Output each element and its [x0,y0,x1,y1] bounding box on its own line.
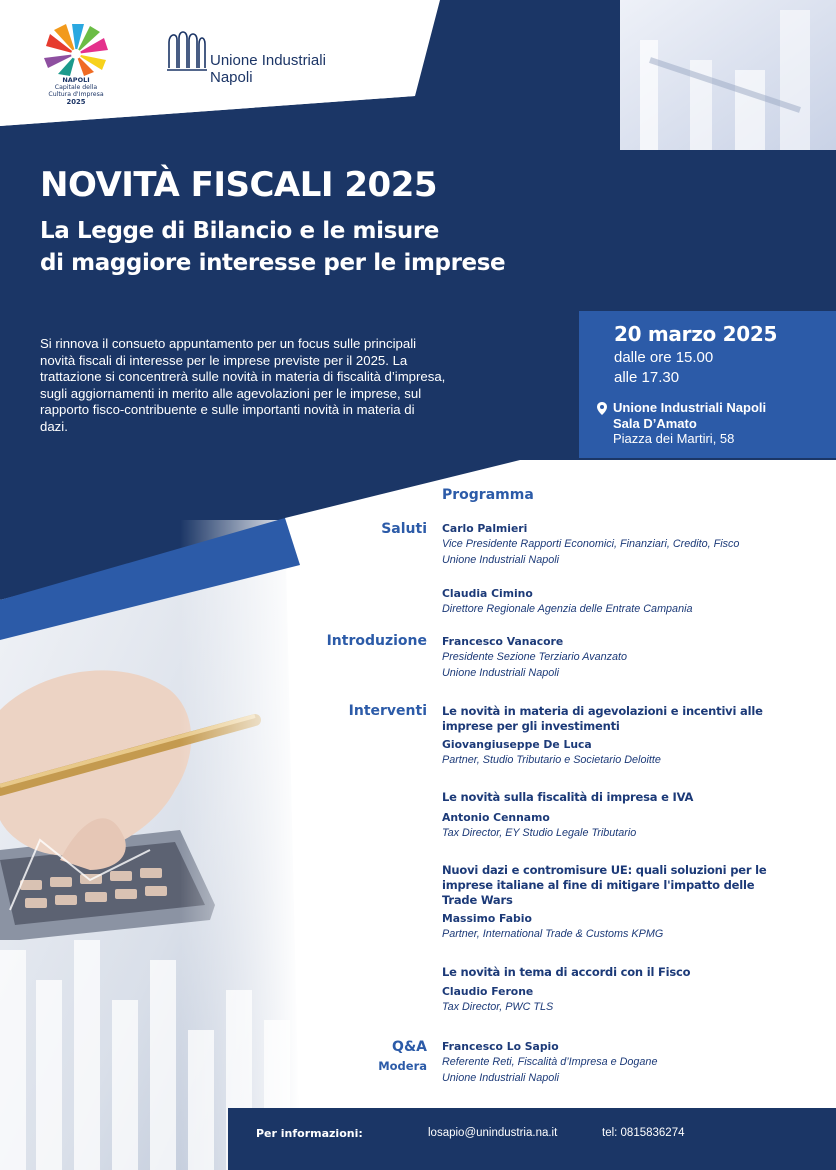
event-time-start: dalle ore 15.00 [614,349,714,366]
speaker-name: Francesco Vanacore [442,635,564,648]
section-interventi: Interventi [348,703,427,719]
napoli-logo-mark-icon [40,24,112,76]
unione-line2: Napoli [210,69,253,86]
subtitle-line2: di maggiore interesse per le imprese [40,250,506,276]
programme-item [442,1039,812,1086]
speaker-role: Presidente Sezione Terziario Avanzato [442,651,628,663]
intro-paragraph [40,336,540,435]
napoli-logo-line4: 2025 [66,98,86,106]
venue-name: Unione Industriali Napoli [613,400,767,415]
unione-line1: Unione Industriali [210,52,326,69]
unione-industriali-name [210,52,326,86]
talk-title: imprese per gli investimenti [442,719,620,733]
speaker-role: Vice Presidente Rapporti Economici, Finanziari, Credito, Fisco [442,538,740,550]
section-saluti: Saluti [381,521,427,537]
speaker-name: Francesco Lo Sapio [442,1040,559,1053]
programme-item [442,586,812,617]
programme-item [442,965,812,1015]
speaker-role: Tax Director, EY Studio Legale Tributario [442,827,637,839]
speaker-name: Antonio Cennamo [442,811,550,824]
intro-line: trattazione si concentrerà sulle novità in materia di fiscalità d’impresa, [40,369,446,384]
location-pin-icon [597,402,607,415]
unione-industriali-logo-icon [165,28,207,76]
footer-email-link[interactable]: losapio@unindustria.na.it [428,1127,558,1139]
speaker-name: Claudio Ferone [442,985,534,998]
napoli-logo-line2: Capitale della [54,84,98,91]
speaker-name: Giovangiuseppe De Luca [442,738,592,751]
programme-item [442,521,812,568]
talk-title: Trade Wars [442,893,513,907]
section-qa: Q&A [392,1039,427,1055]
section-introduzione: Introduzione [326,633,427,649]
venue-room: Sala D’Amato [613,415,697,431]
napoli-capitale-logo [40,24,112,114]
talk-title: imprese italiane al fine di mitigare l'impatto delle [442,878,755,892]
page-subtitle [40,215,640,279]
footer-label: Per informazioni: [256,1127,363,1140]
venue-address: Piazza dei Martiri, 58 [613,431,735,446]
talk-title: Le novità in materia di agevolazioni e incentivi alle [442,704,763,718]
intro-line: rapporto fisco-contribuente e sulle importanti novità in materia di [40,402,415,417]
subtitle-line1: La Legge di Bilancio e le misure [40,218,439,244]
event-venue [613,400,828,447]
event-time [614,348,814,388]
event-date: 20 marzo 2025 [614,322,778,346]
talk-title: Le novità sulla fiscalità di impresa e IVA [442,790,694,804]
programme-item [442,634,812,681]
napoli-logo-line1: NAPOLI [62,76,90,84]
programme-item [442,790,812,841]
speaker-role: Direttore Regionale Agenzia delle Entrate Campania [442,603,693,615]
speaker-name: Massimo Fabio [442,912,532,925]
napoli-logo-line3: Cultura d'Impresa [48,91,104,98]
talk-title: Le novità in tema di accordi con il Fisco [442,965,691,979]
speaker-name: Claudia Cimino [442,587,533,600]
speaker-name: Carlo Palmieri [442,522,528,535]
page-title: NOVITÀ FISCALI 2025 [40,165,438,205]
speaker-role: Partner, Studio Tributario e Societario Deloitte [442,754,661,766]
intro-line: dazi. [40,418,68,434]
intro-line: sugli aggiornamenti in merito alle agevolazioni per le imprese, sul [40,385,422,401]
programme-item [442,704,812,768]
section-modera: Modera [378,1059,427,1073]
speaker-org: Unione Industriali Napoli [442,554,560,566]
speaker-role: Referente Reti, Fiscalità d’Impresa e Dogane [442,1056,658,1068]
event-time-end: alle 17.30 [614,369,680,386]
event-info-box [579,311,836,458]
top-right-photo [620,0,836,150]
intro-line: novità fiscali di interesse per le imprese previste per il 2025. La [40,352,408,368]
programme-item [442,863,812,942]
talk-title: Nuovi dazi e contromisure UE: quali soluzioni per le [442,863,767,877]
speaker-role: Partner, International Trade & Customs KPMG [442,928,664,940]
footer-phone: tel: 0815836274 [602,1127,685,1139]
speaker-role: Tax Director, PWC TLS [442,1001,554,1013]
speaker-org: Unione Industriali Napoli [442,667,560,679]
programme-heading: Programma [442,487,534,503]
intro-line: Si rinnova il consueto appuntamento per un focus sulle principali [40,336,417,351]
footer-contact-bar [228,1108,836,1170]
speaker-org: Unione Industriali Napoli [442,1072,560,1084]
